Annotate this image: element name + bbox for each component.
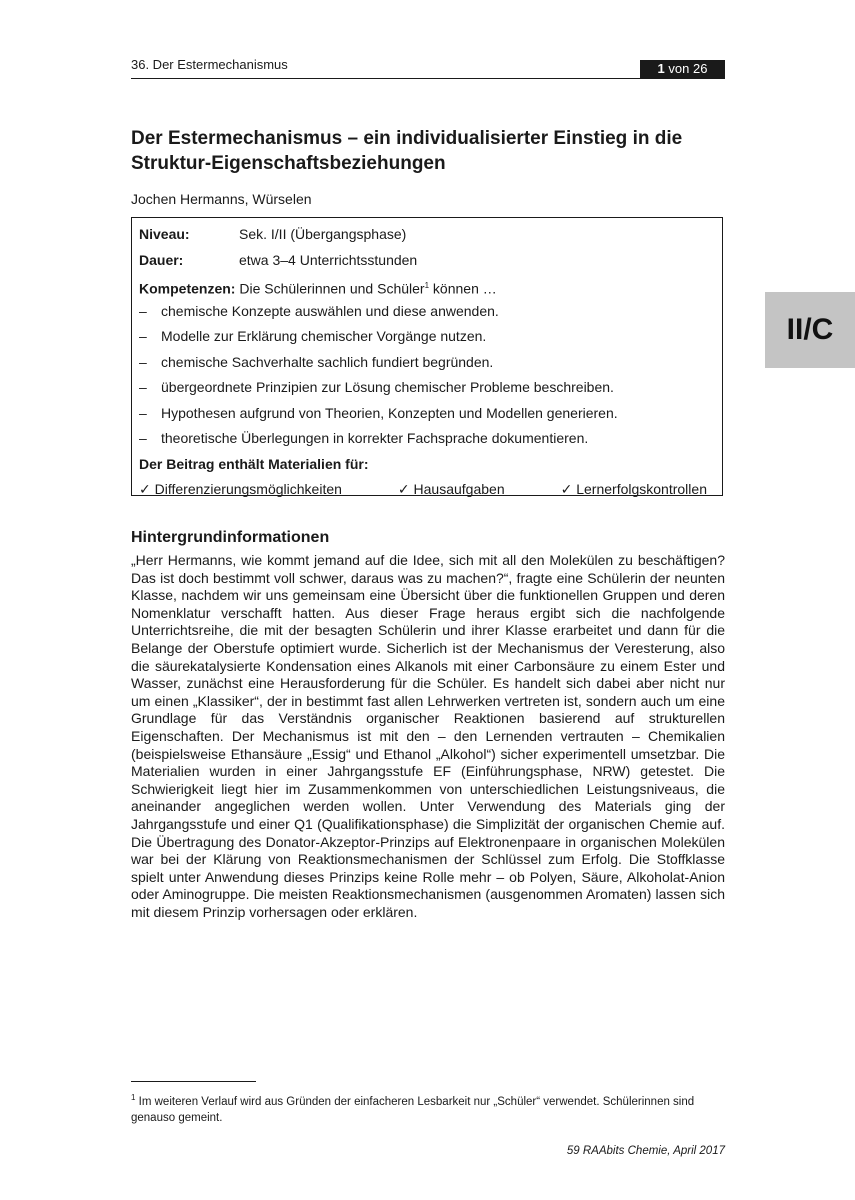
kompetenzen-tail: können … xyxy=(432,280,497,297)
header-divider xyxy=(131,78,725,79)
info-box xyxy=(131,217,723,496)
dash-bullet: – xyxy=(139,430,147,446)
competency-text: theoretische Überlegungen in korrekter Fachsprache dokumentieren. xyxy=(161,430,589,446)
footnote-divider xyxy=(131,1081,256,1082)
niveau-label: Niveau: xyxy=(139,226,190,242)
niveau-row xyxy=(139,222,715,248)
competency-item xyxy=(139,375,715,401)
material-lernerfolgskontrollen: ✓ Lernerfolgskontrollen xyxy=(560,481,707,497)
niveau-value: Sek. I/II (Übergangsphase) xyxy=(239,226,407,242)
document-title: Der Estermechanismus – ein individualisierter Einstieg in die Struktur-Eigenschaftsbeziehungen xyxy=(131,128,683,174)
dash-bullet: – xyxy=(139,404,147,421)
section-heading-background: Hintergrundinformationen xyxy=(131,529,330,546)
competency-text: übergeordnete Prinzipien zur Lösung chemischer Probleme beschreiben. xyxy=(161,379,614,395)
dash-bullet: – xyxy=(139,328,147,344)
section-tab: II/C xyxy=(765,292,855,368)
competency-text: Hypothesen aufgrund von Theorien, Konzepten und Modellen generieren. xyxy=(161,404,618,421)
material-hausaufgaben: ✓ Hausaufgaben xyxy=(397,481,505,497)
page-number: 1 xyxy=(657,61,665,76)
competency-text: Modelle zur Erklärung chemischer Vorgänge nutzen. xyxy=(161,328,487,344)
publication-source: 59 RAAbits Chemie, April 2017 xyxy=(566,1145,725,1157)
competency-item xyxy=(139,350,715,376)
dash-bullet: – xyxy=(139,302,147,319)
competency-text: chemische Sachverhalte sachlich fundiert begründen. xyxy=(161,353,494,370)
dauer-value: etwa 3–4 Unterrichtsstunden xyxy=(239,251,418,268)
page-number-badge xyxy=(640,60,725,78)
footnote-reference: 1 xyxy=(424,281,430,290)
competency-item xyxy=(139,324,715,350)
kompetenzen-intro: Die Schülerinnen und Schüler xyxy=(239,280,425,297)
author-line: Jochen Hermanns, Würselen xyxy=(131,191,312,207)
kompetenzen-label: Kompetenzen: xyxy=(139,280,236,297)
competency-item xyxy=(139,401,715,427)
materials-heading: Der Beitrag enthält Materialien für: xyxy=(139,455,369,472)
kompetenzen-row xyxy=(139,273,715,299)
competency-text: chemische Konzepte auswählen und diese anwenden. xyxy=(161,302,499,319)
running-header-title: 36. Der Estermechanismus xyxy=(131,57,288,72)
dash-bullet: – xyxy=(139,379,147,395)
background-paragraph: „Herr Hermanns, wie kommt jemand auf die Idee, sich mit all den Molekülen zu beschäftigen? Das ist doch bestimmt voll schwer, daraus was zu machen?“, fragte eine Schülerin der neunten Klasse, nachdem wir uns gemeinsam eine Übersicht über die funktionellen Gruppen und deren Nomenklatur verschafft hatten. Aus dieser Frage heraus ergibt sich die nachfolgende Unterrichtsreihe, die mit der besagten Schülerin und ihrer Klasse erarbeitet und dann für die Belange der Oberstufe optimiert wurde. Sicherlich ist der Mechanismus der Veresterung, also die säurekatalysierte Kondensation eines Alkanols mit einer Carbonsäure zu einem Ester und Wasser, zunächst eine Herausforderung für die Schüler. Es handelt sich dabei aber nicht nur um einen „Klassiker“, der in bestimmt fast allen Lehrwerken vertreten ist, sondern auch um eine Grundlage für das Verständnis organischer Reaktionen basierend auf strukturellen Eigenschaften. Der Mechanismus ist mit den – den Lernenden vertrauten – Chemikalien (beispielsweise Ethansäure „Essig“ und Ethanol „Alkohol“) sicher experimentell umsetzbar. Die Materialien wurden in einer Jahrgangsstufe EF (Einführungsphase, NRW) getestet. Die Schwierigkeit liegt hier im Zusammenkommen von unterschiedlichen Leistungsniveaus, die aneinander angeglichen werden wollen. Unter Verwendung des Materials ging der Jahrgangsstufe und einer Q1 (Qualifikationsphase) die Simplizität der organischen Chemie auf. Die Übertragung des Donator-Akzeptor-Prinzips auf Elektronenpaare in organischen Molekülen war bei der Klärung von Reaktionsmechanismen der Schlüssel zum Erfolg. Die Stoffklasse spielt unter Anwendung dieses Prinzips keine Rolle mehr – ob Polyen, Säure, Alkoholat-Anion oder Aminogruppe. Die meisten Reaktionsmechanismen (ausgenommen Aromaten) lassen sich mit diesem Prinzip vorhersagen oder erklären. xyxy=(131,552,725,920)
competency-item xyxy=(139,299,715,325)
materials-row xyxy=(139,477,715,503)
footnote xyxy=(131,1090,725,1126)
dauer-label: Dauer: xyxy=(139,251,184,268)
competency-item xyxy=(139,426,715,452)
footnote-mark: 1 xyxy=(131,1093,136,1102)
footnote-text: Im weiteren Verlauf wird aus Gründen der einfacheren Lesbarkeit nur „Schüler“ verwendet. Schülerinnen sind genauso gemeint. xyxy=(131,1095,695,1124)
material-differenzierung: ✓ Differenzierungsmöglichkeiten xyxy=(139,481,342,497)
dauer-row xyxy=(139,248,715,274)
dash-bullet: – xyxy=(139,353,147,370)
page-total: von 26 xyxy=(668,61,708,76)
